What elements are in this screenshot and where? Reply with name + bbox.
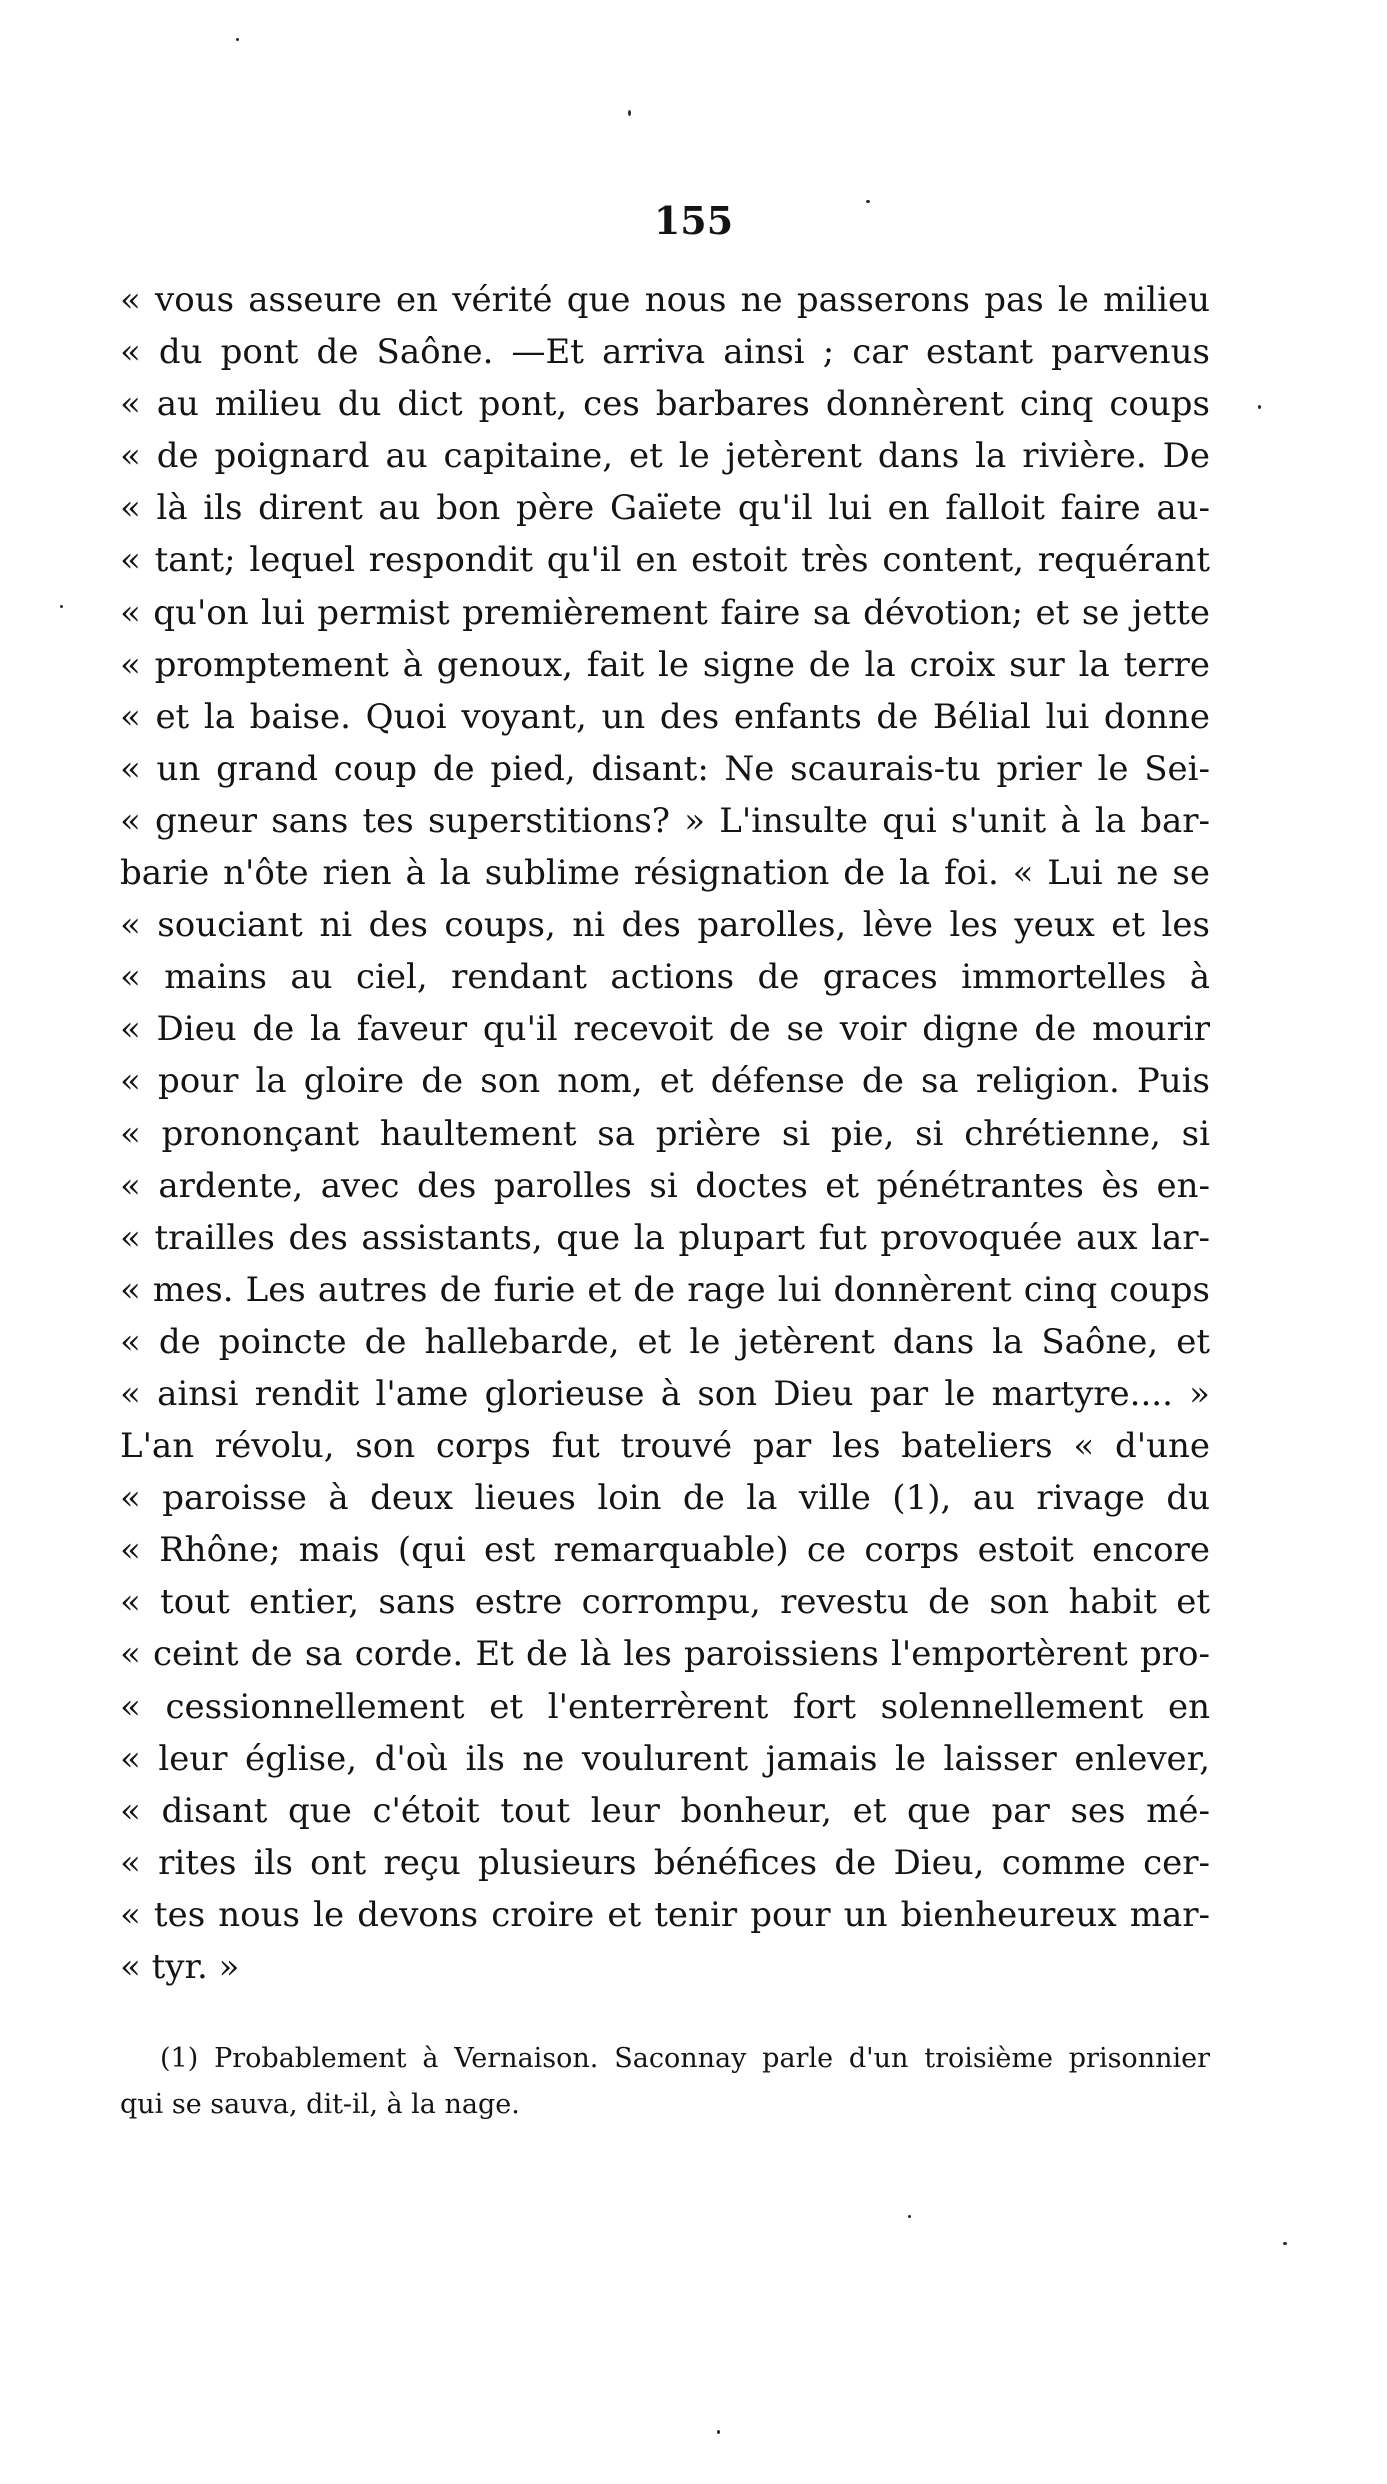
text-line: « mains au ciel, rendant actions de graces immortelles à — [120, 957, 1210, 998]
paper-speck — [60, 605, 63, 608]
text-line: « prononçant haultement sa prière si pie, si chrétienne, si — [120, 1113, 1210, 1154]
text-line: « tout entier, sans estre corrompu, revestu de son habit et — [120, 1582, 1210, 1623]
page-number: 155 — [653, 198, 734, 243]
text-line: « Rhône; mais (qui est remarquable) ce corps estoit encore — [120, 1530, 1210, 1571]
paper-speck — [717, 2430, 720, 2434]
text-line: « disant que c'étoit tout leur bonheur, et que par ses mé- — [120, 1790, 1210, 1831]
text-line: « Dieu de la faveur qu'il recevoit de se voir digne de mourir — [120, 1009, 1210, 1050]
paper-speck — [1258, 405, 1261, 409]
footnote-line: qui se sauva, dit-il, à la nage. — [120, 2089, 520, 2120]
text-line: « un grand coup de pied, disant: Ne scaurais-tu prier le Sei- — [120, 748, 1210, 789]
text-line: « gneur sans tes superstitions? » L'insulte qui s'unit à la bar- — [120, 800, 1210, 841]
paper-speck — [236, 38, 239, 41]
text-line: « ainsi rendit l'ame glorieuse à son Dieu par le martyre.... » — [120, 1373, 1210, 1414]
text-line: « de poignard au capitaine, et le jetèrent dans la rivière. De — [120, 436, 1210, 477]
text-line: « trailles des assistants, que la plupart fut provoquée aux lar- — [120, 1217, 1210, 1258]
text-line: « vous asseure en vérité que nous ne passerons pas le milieu — [120, 280, 1210, 320]
text-line: « cessionnellement et l'enterrèrent fort solennellement en — [120, 1686, 1210, 1727]
text-line: « mes. Les autres de furie et de rage lui donnèrent cinq coups — [120, 1269, 1210, 1310]
text-line: « souciant ni des coups, ni des parolles, lève les yeux et les — [120, 905, 1210, 946]
footnote-line: (1) Probablement à Vernaison. Saconnay parle d'un troisième prisonnier — [160, 2043, 1210, 2074]
text-line: L'an révolu, son corps fut trouvé par les bateliers « d'une — [120, 1426, 1210, 1467]
text-line: « et la baise. Quoi voyant, un des enfants de Bélial lui donne — [120, 696, 1210, 737]
text-line: « de poincte de hallebarde, et le jetèrent dans la Saône, et — [120, 1321, 1210, 1362]
paper-speck — [866, 200, 870, 203]
text-line: « là ils dirent au bon père Gaïete qu'il lui en falloit faire au- — [120, 488, 1210, 529]
text-line: « ceint de sa corde. Et de là les paroissiens l'emportèrent pro- — [120, 1634, 1210, 1675]
footnote — [120, 2036, 1210, 2128]
text-line: « du pont de Saône. —Et arriva ainsi ; car estant parvenus — [120, 332, 1210, 373]
text-line: « ardente, avec des parolles si doctes et pénétrantes ès en- — [120, 1165, 1210, 1206]
text-line: « leur église, d'où ils ne voulurent jamais le laisser enlever, — [120, 1738, 1210, 1779]
text-line: « tyr. » — [120, 1947, 240, 1987]
text-line: « au milieu du dict pont, ces barbares donnèrent cinq coups — [120, 384, 1210, 425]
text-line: « rites ils ont reçu plusieurs bénéfices de Dieu, comme cer- — [120, 1842, 1210, 1883]
text-line: « tes nous le devons croire et tenir pour un bienheureux mar- — [120, 1894, 1210, 1935]
paper-speck — [908, 2215, 911, 2218]
paper-speck — [1283, 2242, 1287, 2245]
text-line: « tant; lequel respondit qu'il en estoit très content, requérant — [120, 540, 1210, 581]
text-line: « paroisse à deux lieues loin de la ville (1), au rivage du — [120, 1478, 1210, 1519]
text-line: « pour la gloire de son nom, et défense de sa religion. Puis — [120, 1061, 1210, 1102]
body-text — [120, 274, 1210, 1993]
text-line: « promptement à genoux, fait le signe de la croix sur la terre — [120, 644, 1210, 685]
paper-speck — [628, 110, 631, 116]
text-line: « qu'on lui permist premièrement faire sa dévotion; et se jette — [120, 592, 1210, 633]
text-line: barie n'ôte rien à la sublime résignation de la foi. « Lui ne se — [120, 853, 1210, 894]
